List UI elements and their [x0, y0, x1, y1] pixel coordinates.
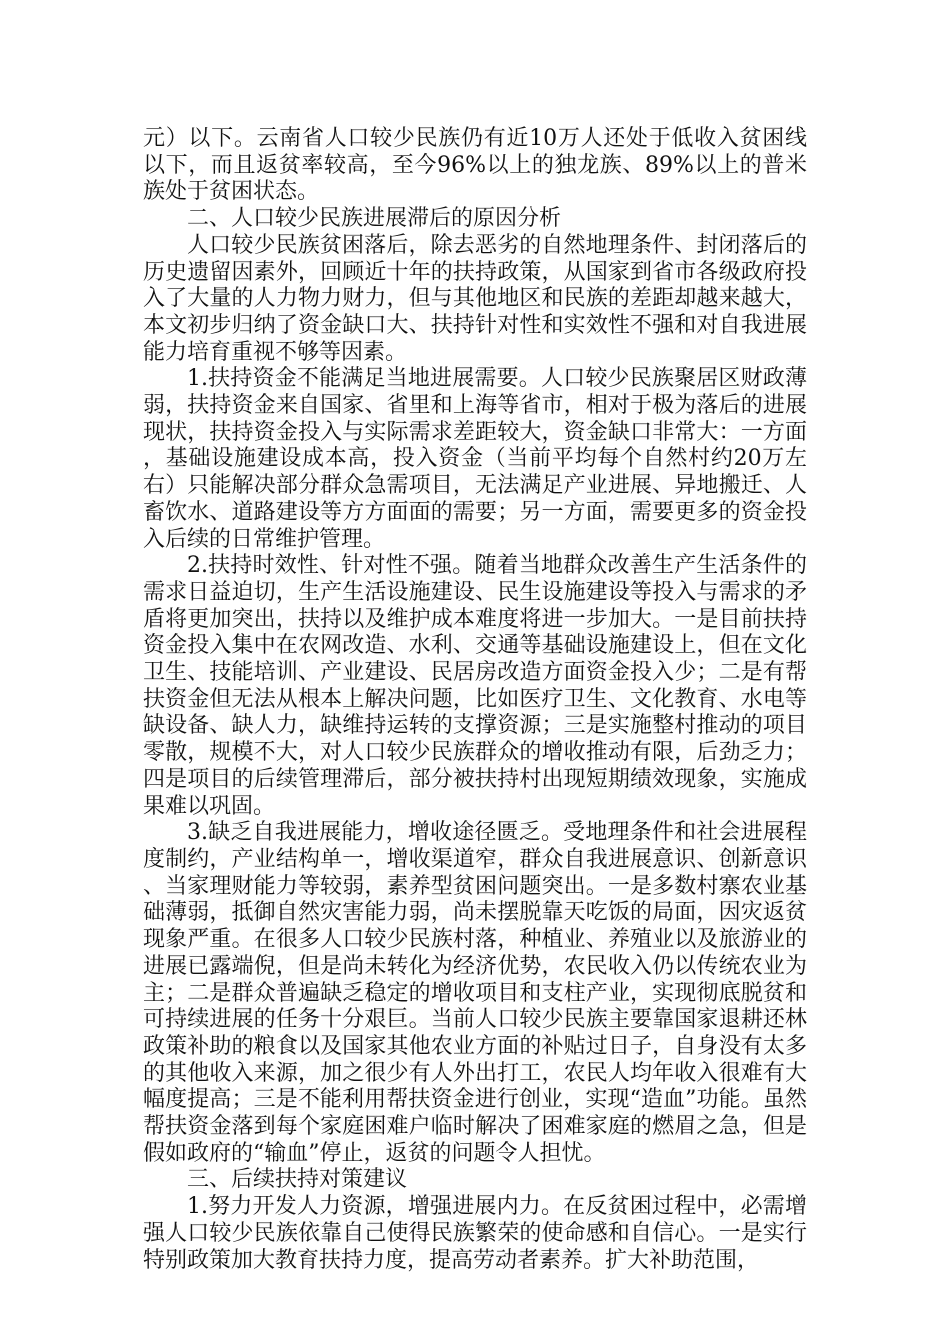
paragraph-point-3: 3.缺乏自我进展能力，增收途径匮乏。受地理条件和社会进展程度制约，产业结构单一，增收渠道窄，群众自我进展意识、创新意识、当家理财能力等较弱，素养型贫困问题突出。一是多数村寨农业基础薄弱，抵御自然灾害能力弱，尚未摆脱靠天吃饭的局面，因灾返贫现象严重。在很多人口较少民族村落，种植业、养殖业以及旅游业的进展已露端倪，但是尚未转化为经济优势，农民收入仍以传统农业为主；二是群众普遍缺乏稳定的增收项目和支柱产业，实现彻底脱贫和可持续进展的任务十分艰巨。当前人口较少民族主要靠国家退耕还林政策补助的粮食以及国家其他农业方面的补贴过日子，自身没有太多的其他收入来源，加之很少有人外出打工，农民人均年收入很难有大幅度提高；三是不能利用帮扶资金进行创业，实现“造血”功能。虽然帮扶资金落到每个家庭困难户临时解决了困难家庭的燃眉之急，但是假如政府的“输血”停止，返贫的问题令人担忧。	[143, 820, 807, 1166]
paragraph-suggestion-1: 1.努力开发人力资源，增强进展内力。在反贫困过程中，必需增强人口较少民族依靠自己使得民族繁荣的使命感和自信心。一是实行特别政策加大教育扶持力度，提高劳动者素养。扩大补助范围，	[143, 1194, 807, 1273]
document-body	[143, 126, 807, 1274]
section-heading-2: 二、人口较少民族进展滞后的原因分析	[187, 206, 562, 232]
paragraph-point-2: 2.扶持时效性、针对性不强。随着当地群众改善生产生活条件的需求日益迫切，生产生活设施建设、民生设施建设等投入与需求的矛盾将更加突出，扶持以及维护成本难度将进一步加大。一是目前扶持资金投入集中在农网改造、水利、交通等基础设施建设上，但在文化卫生、技能培训、产业建设、民居房改造方面资金投入少；二是有帮扶资金但无法从根本上解决问题，比如医疗卫生、文化教育、水电等缺设备、缺人力，缺维持运转的支撑资源；三是实施整村推动的项目零散，规模不大，对人口较少民族群众的增收推动有限，后劲乏力；四是项目的后续管理滞后，部分被扶持村出现短期绩效现象，实施成果难以巩固。	[143, 553, 807, 819]
paragraph-continuation: 元）以下。云南省人口较少民族仍有近10万人还处于低收入贫困线以下，而且返贫率较高，至今96%以上的独龙族、89%以上的普米族处于贫困状态。	[143, 126, 807, 205]
paragraph-intro: 人口较少民族贫困落后，除去恶劣的自然地理条件、封闭落后的历史遗留因素外，回顾近十年的扶持政策，从国家到省市各级政府投入了大量的人力物力财力，但与其他地区和民族的差距却越来越大，本文初步归纳了资金缺口大、扶持针对性和实效性不强和对自我进展能力培育重视不够等因素。	[143, 232, 807, 365]
paragraph-point-1: 1.扶持资金不能满足当地进展需要。人口较少民族聚居区财政薄弱，扶持资金来自国家、省里和上海等省市，相对于极为落后的进展现状，扶持资金投入与实际需求差距较大，资金缺口非常大：一方面，基础设施建设成本高，投入资金（当前平均每个自然村约20万左右）只能解决部分群众急需项目，无法满足产业进展、异地搬迁、人畜饮水、道路建设等方方面面的需要；另一方面，需要更多的资金投入后续的日常维护管理。	[143, 366, 807, 552]
section-heading-3: 三、后续扶持对策建议	[187, 1167, 408, 1193]
